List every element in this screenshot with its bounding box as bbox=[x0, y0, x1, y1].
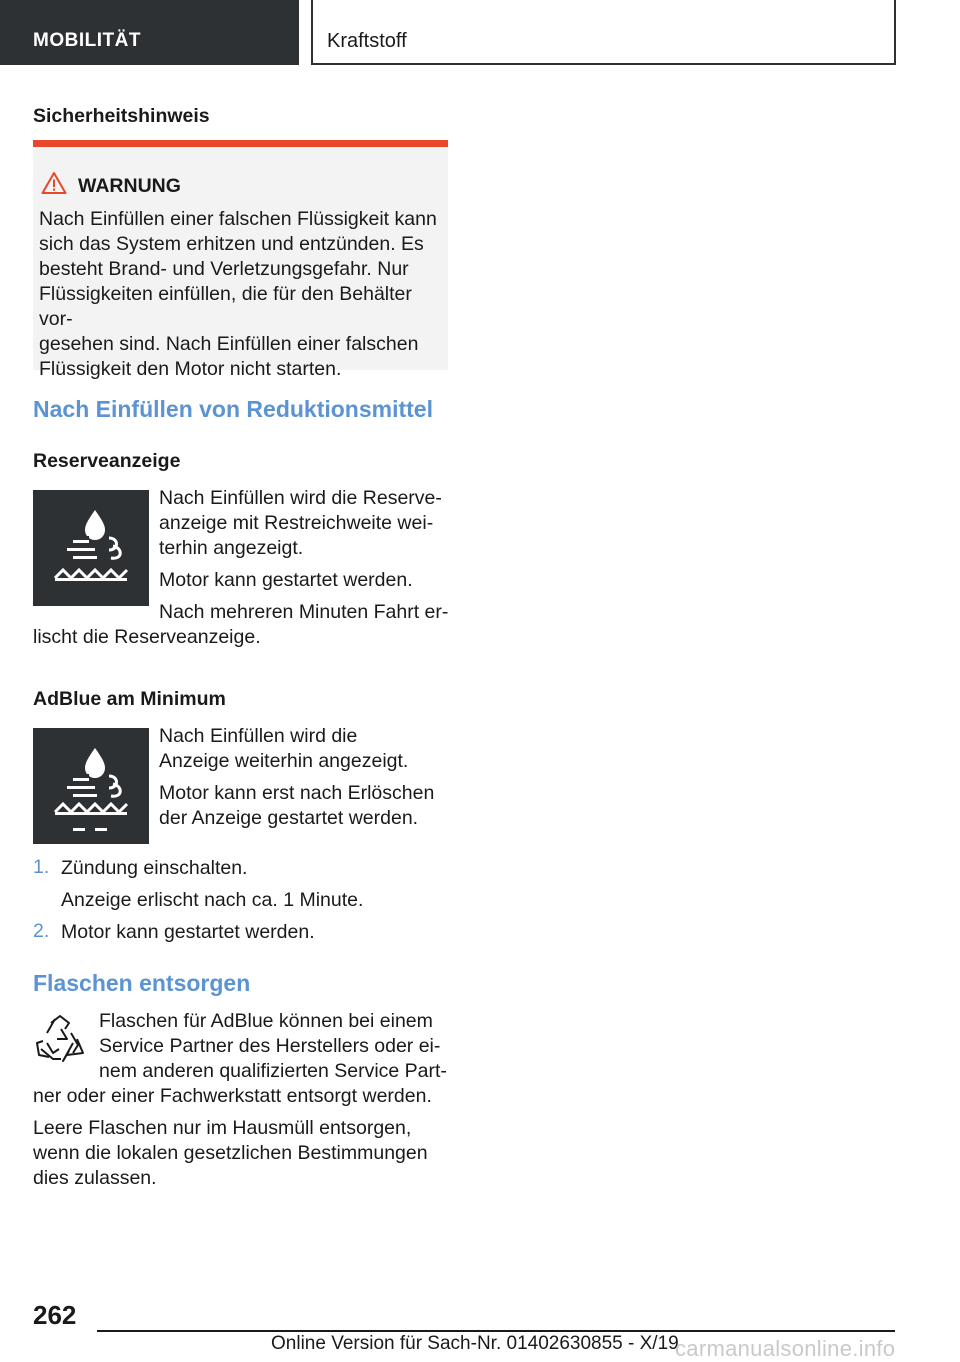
warning-line: Nach Einfüllen einer falschen Flüssigkeit kann bbox=[39, 208, 437, 230]
warning-line: Flüssigkeit den Motor nicht starten. bbox=[39, 358, 342, 380]
reserve-line: lischt die Reserveanzeige. bbox=[33, 626, 261, 648]
chapter-title: Kraftstoff bbox=[327, 30, 407, 52]
section-title: MOBILITÄT bbox=[33, 30, 141, 51]
safety-heading: Sicherheitshinweis bbox=[33, 105, 210, 127]
reserve-heading: Reserveanzeige bbox=[33, 450, 181, 472]
disposal-line: nem anderen qualifizierten Service Part- bbox=[99, 1060, 447, 1082]
minimum-line: der Anzeige gestartet werden. bbox=[159, 807, 419, 829]
minimum-text bbox=[159, 724, 449, 831]
disposal-text-side bbox=[99, 1009, 449, 1084]
disposal-line: Flaschen für AdBlue können bei einem bbox=[99, 1010, 433, 1032]
step-text: Zündung einschalten. bbox=[61, 857, 248, 879]
disposal-heading: Flaschen entsorgen bbox=[33, 970, 251, 996]
warning-line: sich das System erhitzen und entzünden. Es bbox=[39, 233, 424, 255]
page-number: 262 bbox=[33, 1300, 77, 1330]
reserve-line: Nach mehreren Minuten Fahrt er- bbox=[159, 601, 449, 623]
online-version: Online Version für Sach-Nr. 01402630855 - X/19 bbox=[271, 1333, 679, 1354]
disposal-line: dies zulassen. bbox=[33, 1167, 157, 1189]
disposal-line: wenn die lokalen gesetzlichen Bestimmungen bbox=[33, 1142, 428, 1164]
step-number: 2. bbox=[33, 920, 50, 942]
disposal-line: Service Partner des Herstellers oder ei- bbox=[99, 1035, 441, 1057]
disposal-line: ner oder einer Fachwerkstatt entsorgt werden. bbox=[33, 1085, 432, 1107]
warning-line: besteht Brand- und Verletzungsgefahr. Nur bbox=[39, 258, 409, 280]
adblue-reserve-icon bbox=[33, 490, 149, 606]
minimum-line: Anzeige weiterhin angezeigt. bbox=[159, 750, 409, 772]
footer-divider bbox=[97, 1330, 895, 1332]
minimum-line: Motor kann erst nach Erlöschen bbox=[159, 782, 435, 804]
section-tab bbox=[0, 0, 299, 65]
reserve-line: Nach Einfüllen wird die Reserve- bbox=[159, 487, 442, 509]
reserve-line: anzeige mit Restreichweite wei- bbox=[159, 512, 434, 534]
minimum-line: Nach Einfüllen wird die bbox=[159, 725, 358, 747]
warning-line: gesehen sind. Nach Einfüllen einer falschen bbox=[39, 333, 419, 355]
reserve-line: terhin angezeigt. bbox=[159, 537, 304, 559]
warning-triangle-icon bbox=[41, 171, 67, 195]
after-fill-heading: Nach Einfüllen von Reduktionsmittel bbox=[33, 396, 433, 422]
step-text: Motor kann gestartet werden. bbox=[61, 921, 315, 943]
warning-text bbox=[39, 207, 439, 382]
minimum-heading: AdBlue am Minimum bbox=[33, 688, 226, 710]
step-number: 1. bbox=[33, 856, 50, 878]
reserve-text bbox=[159, 486, 449, 625]
disposal-line: Leere Flaschen nur im Hausmüll entsorgen, bbox=[33, 1117, 412, 1139]
recycling-icon bbox=[33, 1013, 87, 1067]
warning-title: WARNUNG bbox=[78, 175, 181, 197]
step-subtext: Anzeige erlischt nach ca. 1 Minute. bbox=[61, 889, 364, 911]
warning-line: Flüssigkeiten einfüllen, die für den Behälter vor- bbox=[39, 283, 412, 330]
watermark: carmanualsonline.info bbox=[675, 1336, 896, 1361]
adblue-minimum-icon bbox=[33, 728, 149, 844]
warning-box bbox=[33, 140, 448, 380]
disposal-text-bottom bbox=[33, 1116, 448, 1191]
reserve-line: Motor kann gestartet werden. bbox=[159, 569, 413, 591]
chapter-tab bbox=[311, 0, 896, 65]
